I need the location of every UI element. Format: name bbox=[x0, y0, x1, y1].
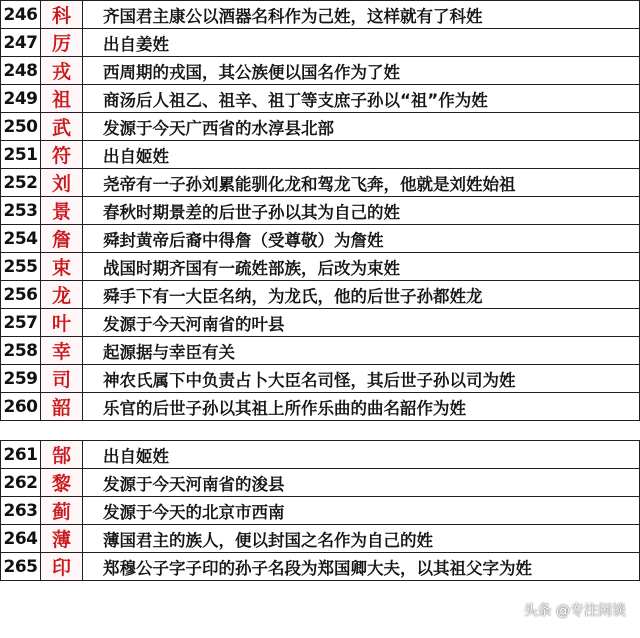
table-row bbox=[1, 281, 640, 309]
table-row bbox=[1, 197, 640, 225]
surname-origin: 舜手下有一大臣名纳，为龙氏，他的后世子孙都姓龙 bbox=[83, 281, 640, 309]
surname-origin: 出自姬姓 bbox=[83, 141, 640, 169]
table-row bbox=[1, 525, 640, 553]
table-row bbox=[1, 497, 640, 525]
table-row bbox=[1, 469, 640, 497]
surname-character: 刘 bbox=[41, 169, 83, 197]
surname-origin: 起源据与幸臣有关 bbox=[83, 337, 640, 365]
row-number: 247 bbox=[1, 29, 41, 57]
watermark: 头条 @专注闲谈 bbox=[523, 603, 626, 619]
surname-character: 司 bbox=[41, 365, 83, 393]
row-number: 249 bbox=[1, 85, 41, 113]
surname-origin: 齐国君主康公以酒器名科作为己姓，这样就有了科姓 bbox=[83, 1, 640, 29]
row-number: 264 bbox=[1, 525, 41, 553]
surname-character: 科 bbox=[41, 1, 83, 29]
surname-character: 印 bbox=[41, 553, 83, 581]
row-number: 253 bbox=[1, 197, 41, 225]
row-number: 251 bbox=[1, 141, 41, 169]
surname-character: 詹 bbox=[41, 225, 83, 253]
surname-character: 叶 bbox=[41, 309, 83, 337]
row-number: 261 bbox=[1, 441, 41, 469]
surname-origin: 出自姬姓 bbox=[83, 441, 640, 469]
surname-character: 束 bbox=[41, 253, 83, 281]
table-row bbox=[1, 365, 640, 393]
surname-origin: 发源于今天广西省的水淳县北部 bbox=[83, 113, 640, 141]
surname-origin: 乐官的后世子孙以其祖上所作乐曲的曲名韶作为姓 bbox=[83, 393, 640, 421]
surname-origin: 薄国君主的族人，便以封国之名作为自己的姓 bbox=[83, 525, 640, 553]
table-row bbox=[1, 253, 640, 281]
table-row bbox=[1, 29, 640, 57]
table-row bbox=[1, 441, 640, 469]
row-number: 250 bbox=[1, 113, 41, 141]
surname-character: 幸 bbox=[41, 337, 83, 365]
surname-origin: 商汤后人祖乙、祖辛、祖丁等支庶子孙以“祖”作为姓 bbox=[83, 85, 640, 113]
surname-character: 蓟 bbox=[41, 497, 83, 525]
surname-origin: 尧帝有一子孙刘累能驯化龙和驾龙飞奔，他就是刘姓始祖 bbox=[83, 169, 640, 197]
surname-character: 韶 bbox=[41, 393, 83, 421]
surname-character: 武 bbox=[41, 113, 83, 141]
table-row bbox=[1, 1, 640, 29]
surname-character: 厉 bbox=[41, 29, 83, 57]
surname-origin: 发源于今天的北京市西南 bbox=[83, 497, 640, 525]
table-row bbox=[1, 169, 640, 197]
surname-character: 郜 bbox=[41, 441, 83, 469]
row-number: 259 bbox=[1, 365, 41, 393]
table-row bbox=[1, 85, 640, 113]
row-number: 254 bbox=[1, 225, 41, 253]
table-row bbox=[1, 393, 640, 421]
table-row bbox=[1, 225, 640, 253]
surname-character: 景 bbox=[41, 197, 83, 225]
row-number: 260 bbox=[1, 393, 41, 421]
surname-character: 龙 bbox=[41, 281, 83, 309]
surname-origin: 战国时期齐国有一疏姓部族，后改为束姓 bbox=[83, 253, 640, 281]
table-gap bbox=[1, 421, 640, 441]
row-number: 265 bbox=[1, 553, 41, 581]
row-number: 252 bbox=[1, 169, 41, 197]
surname-character: 薄 bbox=[41, 525, 83, 553]
surname-origin: 出自姜姓 bbox=[83, 29, 640, 57]
row-number: 255 bbox=[1, 253, 41, 281]
surname-character: 黎 bbox=[41, 469, 83, 497]
row-number: 246 bbox=[1, 1, 41, 29]
surname-origin: 神农氏属下中负责占卜大臣名司怪，其后世子孙以司为姓 bbox=[83, 365, 640, 393]
table-row bbox=[1, 141, 640, 169]
surname-character: 祖 bbox=[41, 85, 83, 113]
surname-origin: 郑穆公子字子印的孙子名段为郑国卿大夫，以其祖父字为姓 bbox=[83, 553, 640, 581]
surname-origin: 西周期的戎国，其公族便以国名作为了姓 bbox=[83, 57, 640, 85]
table-row bbox=[1, 553, 640, 581]
surname-origin: 春秋时期景差的后世子孙以其为自己的姓 bbox=[83, 197, 640, 225]
row-number: 262 bbox=[1, 469, 41, 497]
surname-character: 戎 bbox=[41, 57, 83, 85]
table-row bbox=[1, 337, 640, 365]
surname-origin: 发源于今天河南省的叶县 bbox=[83, 309, 640, 337]
row-number: 257 bbox=[1, 309, 41, 337]
row-number: 248 bbox=[1, 57, 41, 85]
row-number: 263 bbox=[1, 497, 41, 525]
table-row bbox=[1, 309, 640, 337]
surname-origin: 发源于今天河南省的浚县 bbox=[83, 469, 640, 497]
surname-character: 符 bbox=[41, 141, 83, 169]
gap-cell bbox=[1, 421, 640, 441]
row-number: 258 bbox=[1, 337, 41, 365]
table-row bbox=[1, 57, 640, 85]
table-row bbox=[1, 113, 640, 141]
surname-origin: 舜封黄帝后裔中得詹（受尊敬）为詹姓 bbox=[83, 225, 640, 253]
row-number: 256 bbox=[1, 281, 41, 309]
surname-table-body bbox=[1, 1, 640, 581]
